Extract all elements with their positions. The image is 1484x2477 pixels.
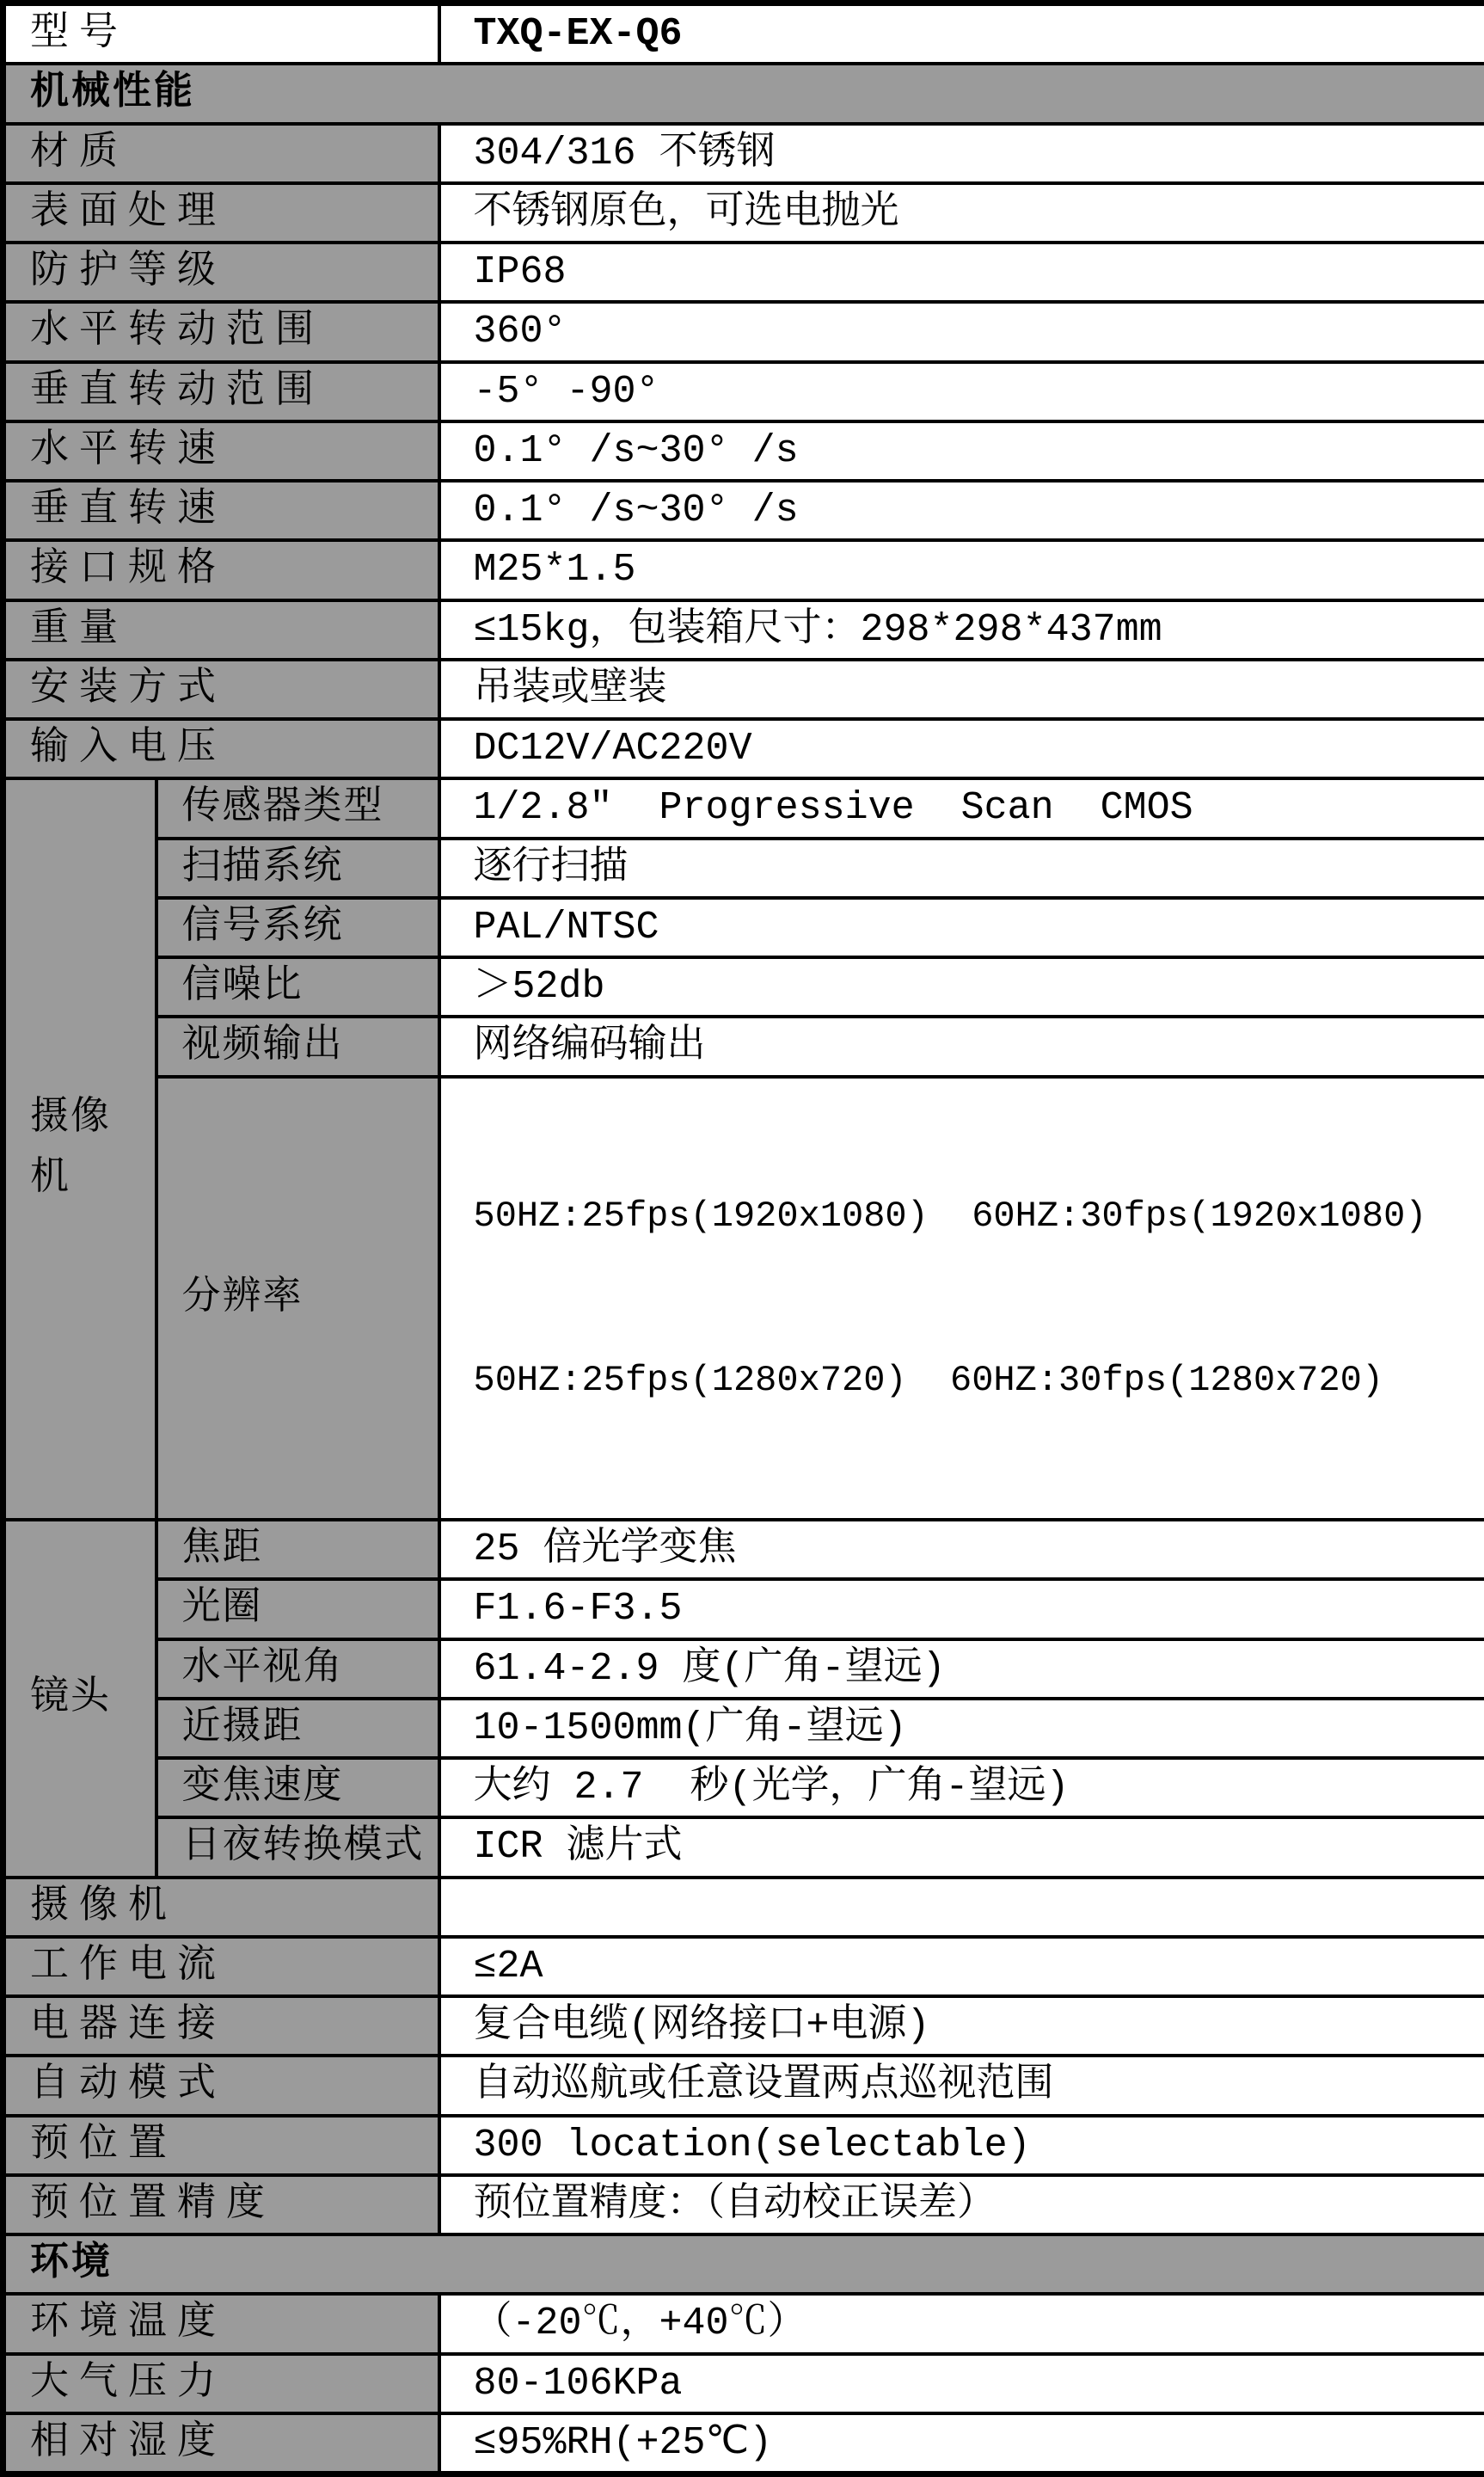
table-row <box>3 1937 1484 1996</box>
row-value: ＞52db <box>439 957 1484 1017</box>
table-row <box>3 957 1484 1017</box>
row-label: 自动模式 <box>3 2056 439 2115</box>
row-label: 预位置精度 <box>3 2175 439 2234</box>
resolution-line-2: 50HZ:25fps(1280x720) 60HZ:30fps(1280x720) <box>474 1355 1475 1406</box>
row-value: 复合电缆(网络接口+电源) <box>439 1996 1484 2056</box>
table-row <box>3 660 1484 719</box>
row-label: 接口规格 <box>3 540 439 599</box>
row-label: 近摄距 <box>156 1699 439 1758</box>
row-label: 表面处理 <box>3 183 439 243</box>
row-value: 吊装或壁装 <box>439 660 1484 719</box>
section-row <box>3 64 1484 123</box>
row-label: 扫描系统 <box>156 839 439 898</box>
row-value: 大约 2.7 秒(光学，广角-望远) <box>439 1758 1484 1817</box>
table-row <box>3 421 1484 481</box>
row-value: 61.4-2.9 度(广角-望远) <box>439 1639 1484 1699</box>
row-value: 300 location(selectable) <box>439 2116 1484 2175</box>
row-label: 信噪比 <box>156 957 439 1017</box>
row-value: F1.6-F3.5 <box>439 1579 1484 1638</box>
row-label: 防护等级 <box>3 243 439 302</box>
table-row <box>3 1520 1484 1579</box>
row-value: 自动巡航或任意设置两点巡视范围 <box>439 2056 1484 2115</box>
table-row <box>3 1017 1484 1076</box>
row-label: 垂直转动范围 <box>3 362 439 421</box>
row-label: 工作电流 <box>3 1937 439 1996</box>
model-value: TXQ-EX-Q6 <box>439 3 1484 65</box>
row-label: 光圈 <box>156 1579 439 1638</box>
group-label-camera: 摄像机 <box>3 778 156 1520</box>
table-row <box>3 362 1484 421</box>
table-row <box>3 2175 1484 2234</box>
table-row <box>3 1077 1484 1521</box>
row-value: 25 倍光学变焦 <box>439 1520 1484 1579</box>
table-row <box>3 2056 1484 2115</box>
row-label: 型号 <box>3 3 439 65</box>
table-row <box>3 1878 1484 1937</box>
table-row <box>3 1817 1484 1877</box>
table-row <box>3 898 1484 957</box>
section-row <box>3 2234 1484 2294</box>
table-row <box>3 1996 1484 2056</box>
table-row <box>3 1579 1484 1638</box>
row-label: 日夜转换模式 <box>156 1817 439 1877</box>
group-label-lens: 镜头 <box>3 1520 156 1878</box>
row-label: 水平转速 <box>3 421 439 481</box>
section-header-mechanical: 机械性能 <box>3 64 1484 123</box>
row-label: 安装方式 <box>3 660 439 719</box>
row-value: 360° <box>439 302 1484 361</box>
table-row <box>3 1699 1484 1758</box>
row-value: IP68 <box>439 243 1484 302</box>
section-header-environment: 环境 <box>3 2234 1484 2294</box>
row-value: ≤15kg，包装箱尺寸：298*298*437mm <box>439 600 1484 660</box>
table-row <box>3 839 1484 898</box>
row-value-resolution <box>439 1077 1484 1521</box>
table-row <box>3 2294 1484 2353</box>
row-value: DC12V/AC220V <box>439 719 1484 778</box>
row-label: 水平视角 <box>156 1639 439 1699</box>
table-row <box>3 2413 1484 2474</box>
table-row <box>3 1639 1484 1699</box>
table-row <box>3 778 1484 838</box>
row-value: 304/316 不锈钢 <box>439 124 1484 183</box>
row-value: 80-106KPa <box>439 2354 1484 2413</box>
row-label: 垂直转速 <box>3 481 439 540</box>
row-label: 相对湿度 <box>3 2413 439 2474</box>
row-label: 焦距 <box>156 1520 439 1579</box>
row-value: 1/2.8″ Progressive Scan CMOS <box>439 778 1484 838</box>
table-row <box>3 124 1484 183</box>
table-row <box>3 540 1484 599</box>
row-value: 预位置精度：（自动校正误差） <box>439 2175 1484 2234</box>
row-label: 分辨率 <box>156 1077 439 1521</box>
row-value: M25*1.5 <box>439 540 1484 599</box>
table-row <box>3 1758 1484 1817</box>
table-row <box>3 243 1484 302</box>
row-value: PAL/NTSC <box>439 898 1484 957</box>
table-row <box>3 719 1484 778</box>
row-label: 电器连接 <box>3 1996 439 2056</box>
row-label: 重量 <box>3 600 439 660</box>
table-row <box>3 2116 1484 2175</box>
row-label: 输入电压 <box>3 719 439 778</box>
row-label: 环境温度 <box>3 2294 439 2353</box>
row-label: 信号系统 <box>156 898 439 957</box>
row-value: 0.1° /s~30° /s <box>439 421 1484 481</box>
row-value: ICR 滤片式 <box>439 1817 1484 1877</box>
row-value: ≤2A <box>439 1937 1484 1996</box>
row-label: 材质 <box>3 124 439 183</box>
row-value: 不锈钢原色，可选电抛光 <box>439 183 1484 243</box>
row-label: 视频输出 <box>156 1017 439 1076</box>
row-label: 变焦速度 <box>156 1758 439 1817</box>
row-label: 水平转动范围 <box>3 302 439 361</box>
row-value: -5° -90° <box>439 362 1484 421</box>
row-label: 摄像机 <box>3 1878 439 1937</box>
row-label: 大气压力 <box>3 2354 439 2413</box>
resolution-line-1: 50HZ:25fps(1920x1080) 60HZ:30fps(1920x1080) <box>474 1190 1475 1242</box>
table-row <box>3 302 1484 361</box>
table-row <box>3 3 1484 65</box>
table-row <box>3 183 1484 243</box>
table-row <box>3 2354 1484 2413</box>
row-label: 预位置 <box>3 2116 439 2175</box>
row-value: 0.1° /s~30° /s <box>439 481 1484 540</box>
row-value: 10-1500mm(广角-望远) <box>439 1699 1484 1758</box>
row-value: 网络编码输出 <box>439 1017 1484 1076</box>
table-row <box>3 481 1484 540</box>
table-row <box>3 600 1484 660</box>
row-value: ≤95%RH(+25℃) <box>439 2413 1484 2474</box>
row-value: （-20℃，+40℃） <box>439 2294 1484 2353</box>
row-label: 传感器类型 <box>156 778 439 838</box>
row-value-empty <box>439 1878 1484 1937</box>
row-value: 逐行扫描 <box>439 839 1484 898</box>
